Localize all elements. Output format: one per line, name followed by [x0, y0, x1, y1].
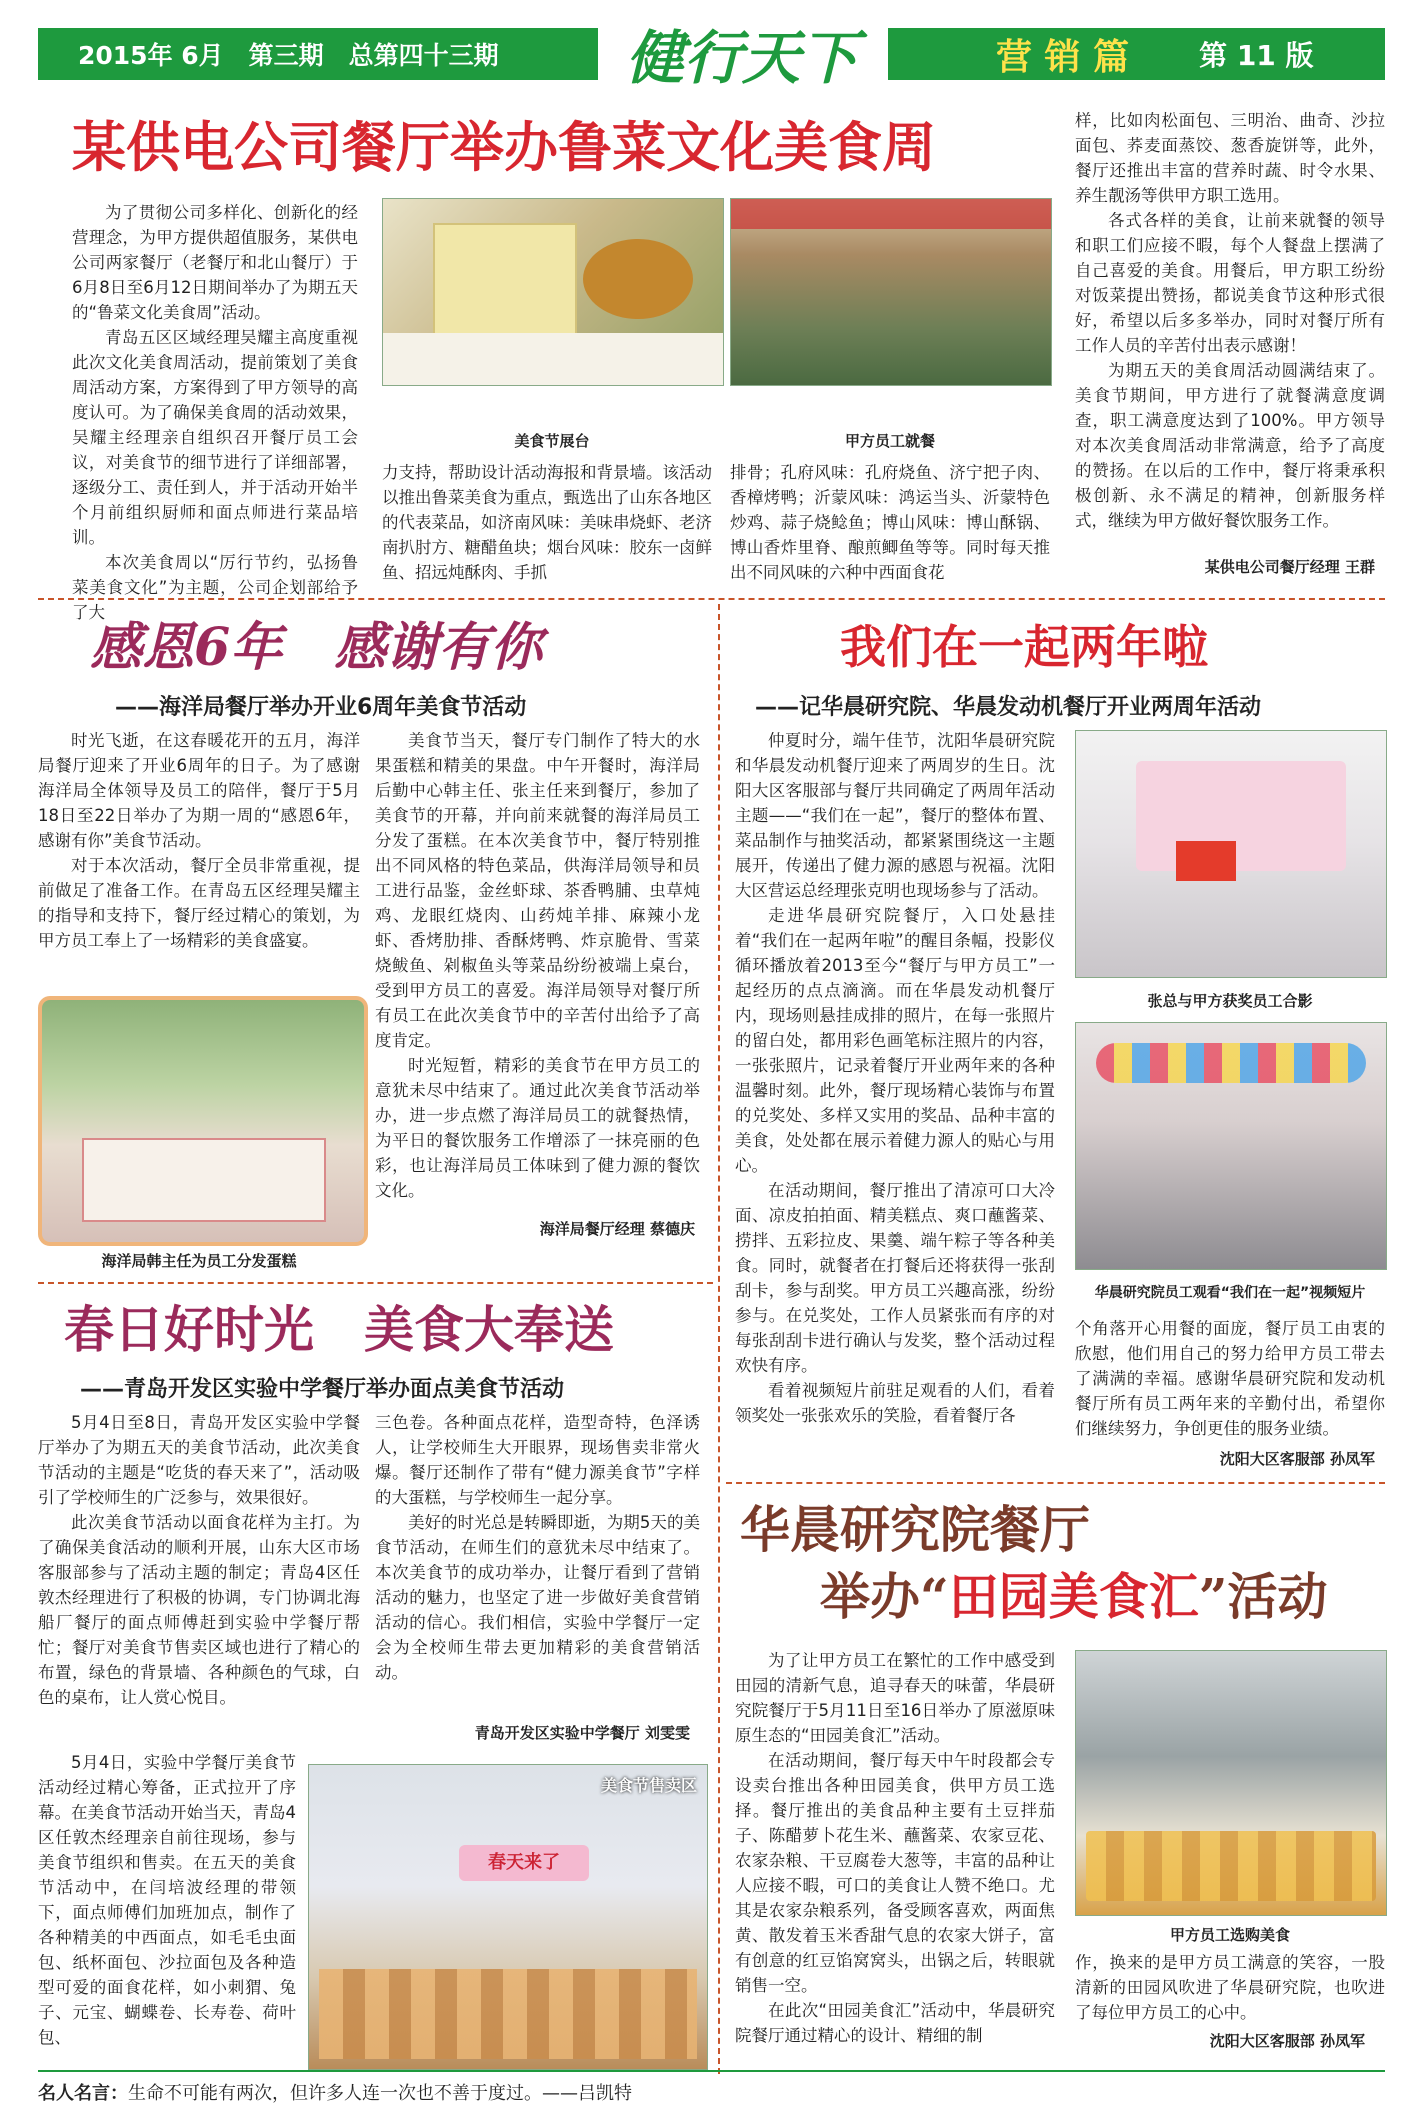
footer-label: 名人名言： [38, 2083, 128, 2104]
photo-award-group [1075, 730, 1387, 978]
photo-video-viewing [1075, 1022, 1387, 1270]
paragraph: 美好的时光总是转瞬即逝，为期5天的美食节活动，在师生们的意犹未尽中结束了。本次美食节的成功举办，让餐厅看到了营销活动的魅力，也坚定了进一步做好美食营销活动的信心。我们相信，实验中学餐厅一定会为全校师生带去更加精彩的美食营销活动。 [375, 1513, 700, 1682]
title-part: 举办“ [820, 1567, 949, 1626]
photo-label: 美食节售卖区 [600, 1776, 697, 1795]
article4-col2 [375, 1410, 700, 1685]
paragraph: 对于本次活动，餐厅全员非常重视，提前做足了准备工作。在青岛五区经理吴耀主的指导和支持下，餐厅经过精心的策划，为甲方员工奉上了一场精彩的美食盛宴。 [38, 856, 360, 950]
article3-signature: 沈阳大区客服部 孙凤军 [1219, 1450, 1375, 1468]
paragraph: 仲夏时分，端午佳节，沈阳华晨研究院和华晨发动机餐厅迎来了两周岁的生日。沈阳大区客服部与餐厅共同确定了两周年活动主题——“我们在一起”，餐厅的整体布置、菜品制作与抽奖活动，都紧紧围绕这一主题展开，传递出了健力源的感恩与祝福。沈阳大区营运总经理张克明也现场参与了活动。 [735, 731, 1055, 900]
caption-buying-food: 甲方员工选购美食 [1169, 1926, 1290, 1944]
issue-info: 2015年 6月 第三期 总第四十三期 [78, 41, 499, 70]
photo-buying-food [1075, 1650, 1387, 1916]
paragraph: 走进华晨研究院餐厅，入口处悬挂着“我们在一起两年啦”的醒目条幅，投影仪循环播放着2013至今“餐厅与甲方员工”一起经历的点点滴滴。而在华晨发动机餐厅内，现场则悬挂成排的照片，在每一张照片的留白处，都用彩色画笔标注照片的内容，一张张照片，记录着餐厅开业两年来的各种温馨时刻。此外，餐厅现场精心装饰与布置的兑奖处、多样又实用的奖品、品种丰富的美食，处处都在展示着健力源人的贴心与用心。 [735, 906, 1055, 1175]
article1-signature: 某供电公司餐厅经理 王群 [1204, 558, 1375, 576]
paragraph: 个角落开心用餐的面庞，餐厅员工由衷的欣慰，他们用自己的努力给甲方员工带去了满满的幸福。感谢华晨研究院和发动机餐厅所有员工两年来的辛勤付出，希望你们继续努力，争创更佳的服务业绩。 [1075, 1319, 1385, 1438]
paragraph: 在活动期间，餐厅每天中午时段都会专设卖台推出各种田园美食，供甲方员工选择。餐厅推出的美食品种主要有土豆拌茄子、陈醋萝卜花生米、蘸酱菜、农家豆花、农家杂粮、干豆腐卷大葱等，丰富的品种让人应接不暇，可口的美食让人赞不绝口。尤其是农家杂粮系列，备受顾客喜欢，两面焦黄、散发着玉米香甜气息的农家大饼子，富有创意的红豆馅窝窝头，出锅之后，转眼就销售一空。 [735, 1751, 1055, 1995]
masthead-logo: 健行天下 [625, 24, 858, 92]
paragraph: 5月4日，实验中学餐厅美食节活动经过精心筹备，正式拉开了序幕。在美食节活动开始当天，青岛4区任敦杰经理亲自前往现场，参与美食节组织和售卖。在五天的美食节活动中，在闫培波经理的带领下，面点师傅们加班加点，制作了各种精美的中西面点，如毛毛虫面包、纸杯面包、沙拉面包及各种造型可爱的面食花样，如小刺猬、兔子、元宝、蝴蝶卷、长寿卷、荷叶包、 [38, 1753, 296, 2047]
paragraph: 作，换来的是甲方员工满意的笑容，一股清新的田园风吹进了华晨研究院，也吹进了每位甲方员工的心中。 [1075, 1953, 1385, 2022]
photo-sales-area [308, 1764, 708, 2070]
article5-col1 [735, 1648, 1055, 2048]
paragraph: 各式各样的美食，让前来就餐的领导和职工们应接不暇，每个人餐盘上摆满了自己喜爱的美食。用餐后，甲方职工纷纷对饭菜提出赞扬，都说美食节这种形式很好，希望以后多多举办，同时对餐厅所有工作人员的辛苦付出表示感谢！ [1075, 211, 1385, 355]
article1-col4 [1075, 108, 1385, 533]
header-right-bar [888, 28, 1385, 80]
paragraph: 力支持，帮助设计活动海报和背景墙。该活动以推出鲁菜美食为重点，甄选出了山东各地区的代表菜品，如济南风味：美味串烧虾、老济南扒肘方、糖醋鱼块；烟台风味：胶东一卤鲜鱼、招远炖酥肉、手抓 [382, 463, 712, 582]
article5-title-line1: 华晨研究院餐厅 [740, 1500, 1090, 1559]
photo-cake-sharing [38, 996, 368, 1246]
footer-rule [38, 2070, 1385, 2072]
article1-col1 [72, 200, 358, 625]
paragraph: 在此次“田园美食汇”活动中，华晨研究院餐厅通过精心的设计、精细的制 [735, 2001, 1055, 2045]
paragraph: 为期五天的美食周活动圆满结束了。美食节期间，甲方进行了就餐满意度调查，职工满意度达到了100%。甲方领导对本次美食周活动非常满意，给予了高度的赞扬。在以后的工作中，餐厅将秉承积极创新、永不满足的精神，创新服务样式，继续为甲方做好餐饮服务工作。 [1075, 361, 1385, 530]
section-name: 营 销 篇 [996, 36, 1130, 78]
paragraph: 样，比如肉松面包、三明治、曲奇、沙拉面包、荞麦面蒸饺、葱香旋饼等，此外，餐厅还推出丰富的营养时蔬、时令水果、养生靓汤等供甲方职工选用。 [1075, 111, 1385, 205]
article2-col1 [38, 728, 360, 953]
footer-quote-line [38, 2080, 1385, 2108]
article5-title-line2 [820, 1565, 1380, 1629]
footer-quote: 生命不可能有两次，但许多人连一次也不善于度过。——吕凯特 [128, 2083, 632, 2104]
divider [38, 598, 1385, 600]
caption-staff-dining: 甲方员工就餐 [844, 432, 935, 450]
caption-food-display: 美食节展台 [514, 432, 590, 450]
header-left-bar [38, 28, 598, 80]
article2-title: 感恩6年 感谢有你 [90, 617, 543, 678]
paragraph: 在活动期间，餐厅推出了清凉可口大冷面、凉皮拍拍面、精美糕点、爽口蘸酱菜、捞拌、五彩拉皮、果羹、端午粽子等各种美食。同时，就餐者在打餐后还将获得一张刮刮卡，参与刮奖。甲方员工兴趣高涨，纷纷参与。在兑奖处，工作人员紧张而有序的对每张刮刮卡进行确认与发奖，整个活动过程欢快有序。 [735, 1181, 1055, 1375]
article2-subtitle: ——海洋局餐厅举办开业6周年美食节活动 [115, 695, 527, 720]
article4-signature: 青岛开发区实验中学餐厅 刘雯雯 [474, 1724, 690, 1742]
caption-cake-sharing: 海洋局韩主任为员工分发蛋糕 [101, 1252, 297, 1270]
article3-col1 [735, 728, 1055, 1428]
page-number: 第 11 版 [1199, 39, 1314, 72]
article3-title: 我们在一起两年啦 [840, 620, 1208, 674]
paragraph: 排骨；孔府风味：孔府烧鱼、济宁把子肉、香樟烤鸭；沂蒙风味：鸿运当头、沂蒙特色炒鸡、蒜子烧鲶鱼；博山风味：博山酥锅、博山香炸里脊、酿煎鲫鱼等等。同时每天推出不同风味的六种中西面食花 [730, 463, 1050, 582]
article1-title: 某供电公司餐厅举办鲁菜文化美食周 [72, 115, 936, 179]
article2-col2 [375, 728, 700, 1203]
article3-subtitle: ——记华晨研究院、华晨发动机餐厅开业两周年活动 [755, 695, 1262, 720]
article1-col2 [382, 460, 712, 585]
divider [38, 1282, 713, 1284]
article1-col3 [730, 460, 1050, 585]
paragraph: 三色卷。各种面点花样，造型奇特，色泽诱人，让学校师生大开眼界，现场售卖非常火爆。餐厅还制作了带有“健力源美食节”字样的大蛋糕，与学校师生一起分享。 [375, 1413, 700, 1507]
paragraph: 为了让甲方员工在繁忙的工作中感受到田园的清新气息，追寻春天的味蕾，华晨研究院餐厅于5月11日至16日举办了原滋原味原生态的“田园美食汇”活动。 [735, 1651, 1055, 1745]
caption-video-viewing: 华晨研究院员工观看“我们在一起”视频短片 [1094, 1285, 1366, 1301]
banner-text: 春天来了 [459, 1845, 589, 1881]
article4-col3 [38, 1750, 296, 2050]
photo-food-display [382, 198, 724, 386]
article3-col2 [1075, 1316, 1385, 1441]
article4-subtitle: ——青岛开发区实验中学餐厅举办面点美食节活动 [80, 1377, 565, 1402]
article4-title: 春日好时光 美食大奉送 [64, 1300, 614, 1359]
paragraph: 5月4日至8日，青岛开发区实验中学餐厅举办了为期五天的美食节活动，此次美食节活动的主题是“吃货的春天来了”，活动吸引了学校师生的广泛参与，效果很好。 [38, 1413, 360, 1507]
title-highlight: 田园美食汇 [948, 1567, 1199, 1626]
photo-staff-dining [730, 198, 1052, 386]
paragraph: 此次美食节活动以面食花样为主打。为了确保美食活动的顺利开展，山东大区市场客服部参与了活动主题的制定；青岛4区任敦杰经理进行了积极的协调，专门协调北海船厂餐厅的面点师傅赶到实验中学餐厅帮忙；餐厅对美食节售卖区域也进行了精心的布置，绿色的背景墙、各种颜色的气球，白色的桌布，让人赏心悦目。 [38, 1513, 360, 1707]
paragraph: 为了贯彻公司多样化、创新化的经营理念，为甲方提供超值服务，某供电公司两家餐厅（老餐厅和北山餐厅）于6月8日至6月12日期间举办了为期五天的“鲁菜文化美食周”活动。 [72, 203, 358, 322]
paragraph: 看着视频短片前驻足观看的人们，看着领奖处一张张欢乐的笑脸，看着餐厅各 [735, 1381, 1055, 1425]
article4-col1 [38, 1410, 360, 1710]
paragraph: 本次美食周以“厉行节约，弘扬鲁菜美食文化”为主题，公司企划部给予了大 [72, 553, 358, 622]
title-part: ”活动 [1198, 1567, 1328, 1626]
paragraph: 时光飞逝，在这春暖花开的五月，海洋局餐厅迎来了开业6周年的日子。为了感谢海洋局全体领导及员工的陪伴，餐厅于5月18日至22日举办了为期一周的“感恩6年，感谢有你”美食节活动。 [38, 731, 360, 850]
paragraph: 美食节当天，餐厅专门制作了特大的水果蛋糕和精美的果盘。中午开餐时，海洋局后勤中心韩主任、张主任来到餐厅，参加了美食节的开幕，并向前来就餐的海洋局员工分发了蛋糕。在本次美食节中，餐厅特别推出不同风格的特色菜品，供海洋局领导和员工进行品鉴，金丝虾球、茶香鸭脯、虫草炖鸡、龙眼红烧肉、山药炖羊排、麻辣小龙虾、香烤肋排、香酥烤鸭、炸京脆骨、雪菜烧鲅鱼、剁椒鱼头等菜品纷纷被端上桌台，受到甲方员工的喜爱。海洋局领导对餐厅所有员工在此次美食节中的辛苦付出给予了高度肯定。 [375, 731, 700, 1050]
divider [726, 1482, 1385, 1484]
article2-signature: 海洋局餐厅经理 蔡德庆 [539, 1220, 695, 1238]
paragraph: 时光短暂，精彩的美食节在甲方员工的意犹未尽中结束了。通过此次美食节活动举办，进一步点燃了海洋局员工的就餐热情，为平日的餐饮服务工作增添了一抹亮丽的色彩，也让海洋局员工体味到了健力源的餐饮文化。 [375, 1056, 700, 1200]
article5-col2 [1075, 1950, 1385, 2025]
paragraph: 青岛五区区域经理吴耀主高度重视此次文化美食周活动，提前策划了美食周活动方案，方案得到了甲方领导的高度认可。为了确保美食周的活动效果，吴耀主经理亲自组织召开餐厅员工会议，对美食节的细节进行了详细部署，逐级分工、责任到人，并于活动开始半个月前组织厨师和面点师进行菜品培训。 [72, 328, 358, 547]
article5-signature: 沈阳大区客服部 孙凤军 [1209, 2032, 1365, 2050]
caption-award-group: 张总与甲方获奖员工合影 [1147, 992, 1313, 1010]
divider [718, 604, 720, 2074]
